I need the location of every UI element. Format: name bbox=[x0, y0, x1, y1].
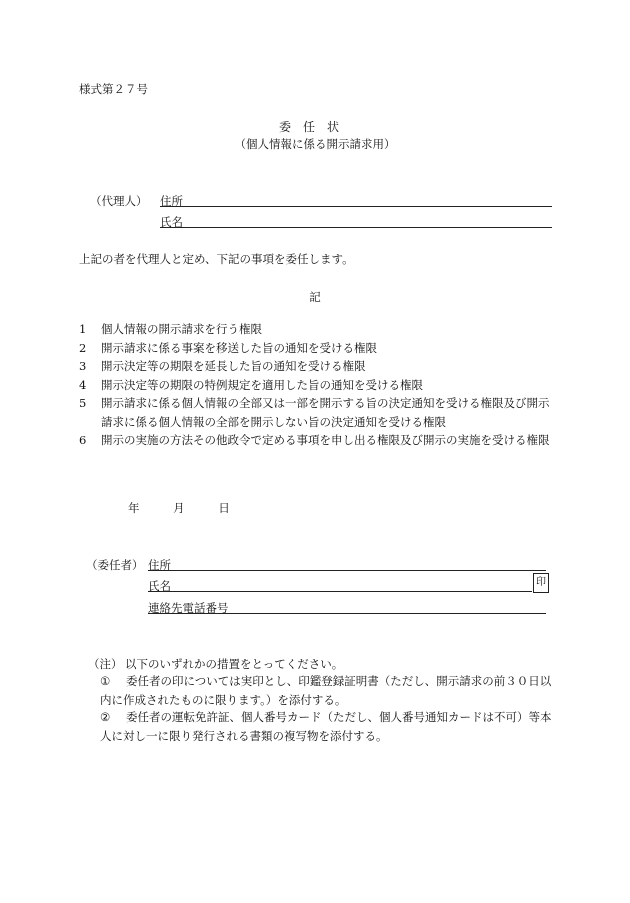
delegation-statement: 上記の者を代理人と定め、下記の事項を委任します。 bbox=[79, 252, 354, 266]
item-number: 4 bbox=[79, 377, 87, 392]
item-number: 2 bbox=[79, 340, 87, 355]
delegator-label: （委任者） bbox=[86, 558, 144, 572]
seal-box[interactable]: 印 bbox=[533, 573, 549, 593]
ki-heading: 記 bbox=[309, 290, 321, 304]
item-text: 開示決定等の期限の特例規定を適用した旨の通知を受ける権限 bbox=[101, 377, 423, 392]
item-text: 開示決定等の期限を延長した旨の通知を受ける権限 bbox=[101, 359, 366, 373]
agent-name-field[interactable] bbox=[160, 213, 552, 228]
item-text: 開示請求に係る事案を移送した旨の通知を受ける権限 bbox=[101, 340, 377, 355]
document-title: 委任状 bbox=[278, 120, 351, 134]
list-item bbox=[79, 320, 554, 339]
list-item bbox=[79, 339, 554, 358]
delegator-tel-label: 連絡先電話番号 bbox=[148, 601, 229, 615]
delegator-address-field[interactable] bbox=[148, 556, 546, 571]
date-field[interactable] bbox=[128, 500, 242, 516]
note-label: （注） bbox=[88, 657, 123, 671]
item-number: 6 bbox=[79, 433, 87, 447]
delegator-tel-field[interactable] bbox=[148, 599, 546, 614]
note-text: 委任者の印については実印とし、印鑑登録証明書（ただし、開示請求の前３０日以内に作成されたものに限ります。）を添付する。 bbox=[100, 674, 552, 707]
list-item bbox=[79, 357, 554, 376]
item-text: 開示請求に係る個人情報の全部又は一部を開示する旨の決定通知を受ける権限及び開示請求に係る個人情報の全部を開示しない旨の決定通知を受ける権限 bbox=[101, 396, 550, 429]
item-number: 3 bbox=[79, 359, 87, 373]
item-text: 開示の実施の方法その他政令で定める事項を申し出る権限及び開示の実施を受ける権限 bbox=[101, 433, 550, 447]
date-year: 年 bbox=[128, 501, 140, 515]
note-heading: 以下のいずれかの措置をとってください。 bbox=[125, 657, 344, 671]
authority-list bbox=[79, 320, 554, 450]
note-item bbox=[100, 708, 555, 745]
form-number: 様式第２７号 bbox=[79, 82, 148, 96]
agent-label: （代理人） bbox=[90, 194, 148, 208]
agent-address-label: 住所 bbox=[160, 194, 183, 208]
note-text: 委任者の運転免許証、個人番号カード（ただし、個人番号通知カードは不可）等本人に対し一に限り発行される書類の複写物を添付する。 bbox=[100, 710, 552, 743]
item-number: 5 bbox=[79, 396, 87, 410]
list-item bbox=[79, 431, 554, 450]
list-item bbox=[79, 394, 554, 431]
note-mark: ② bbox=[100, 710, 111, 724]
date-month: 月 bbox=[173, 501, 185, 515]
agent-name-label: 氏名 bbox=[160, 215, 183, 229]
list-item bbox=[79, 376, 554, 395]
item-number: 1 bbox=[79, 322, 87, 336]
document-subtitle: （個人情報に係る開示請求用） bbox=[234, 137, 396, 151]
delegator-address-label: 住所 bbox=[148, 558, 171, 572]
delegator-name-field[interactable] bbox=[148, 577, 532, 592]
delegator-name-label: 氏名 bbox=[148, 579, 171, 593]
date-day: 日 bbox=[218, 501, 230, 515]
note-mark: ① bbox=[100, 674, 111, 688]
agent-address-field[interactable] bbox=[160, 192, 552, 207]
note-item bbox=[100, 672, 555, 709]
item-text: 個人情報の開示請求を行う権限 bbox=[101, 322, 262, 336]
